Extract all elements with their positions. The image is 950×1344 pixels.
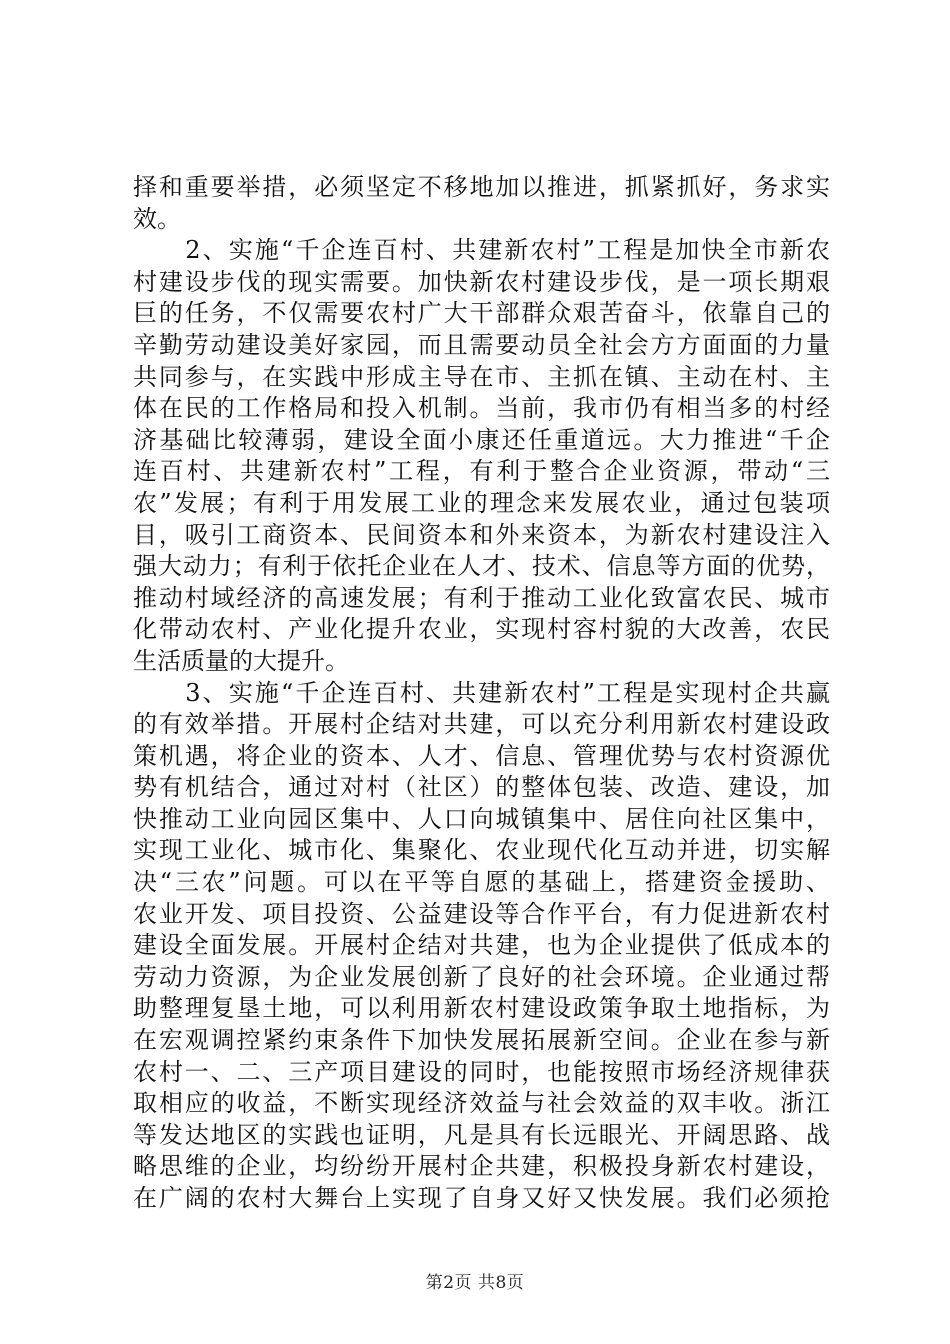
text-line: 共同参与，在实践中形成主导在市、主抓在镇、主动在村、主	[133, 362, 830, 391]
text-line: 策机遇，将企业的资本、人才、信息、管理优势与农村资源优	[133, 741, 830, 770]
text-line: 效。	[133, 204, 181, 233]
text-line: 2、实施“千企连百村、共建新农村”工程是加快全市新农	[133, 236, 830, 265]
text-line: 劳动力资源，为企业发展创新了良好的社会环境。企业通过帮	[133, 962, 830, 991]
text-line: 助整理复垦土地，可以利用新农村建设政策争取土地指标，为	[133, 994, 830, 1023]
text-line: 推动村域经济的高速发展；有利于推动工业化致富农民、城市	[133, 583, 830, 612]
document-body	[133, 172, 830, 1215]
paragraph	[133, 678, 830, 1215]
text-line: 在广阔的农村大舞台上实现了自身又好又快发展。我们必须抢	[133, 1184, 830, 1212]
text-line: 济基础比较薄弱，建设全面小康还任重道远。大力推进“千企	[133, 425, 830, 454]
text-line: 取相应的收益，不断实现经济效益与社会效益的双丰收。浙江	[133, 1089, 830, 1118]
text-line: 农”发展；有利于用发展工业的理念来发展农业，通过包装项	[133, 488, 830, 517]
text-line: 的有效举措。开展村企结对共建，可以充分利用新农村建设政	[133, 710, 830, 739]
text-line: 辛勤劳动建设美好家园，而且需要动员全社会方方面面的力量	[133, 330, 830, 359]
text-line: 在宏观调控紧约束条件下加快发展拓展新空间。企业在参与新	[133, 1026, 830, 1055]
text-line: 农村一、二、三产项目建设的同时，也能按照市场经济规律获	[133, 1057, 830, 1086]
text-line: 择和重要举措，必须坚定不移地加以推进，抓紧抓好，务求实	[133, 173, 830, 201]
text-line: 体在民的工作格局和投入机制。当前，我市仍有相当多的村经	[133, 394, 830, 423]
text-line: 生活质量的大提升。	[133, 646, 349, 675]
page-number-footer: 第2页 共8页	[425, 1273, 525, 1293]
text-line: 3、实施“千企连百村、共建新农村”工程是实现村企共赢	[133, 678, 830, 707]
text-line: 实现工业化、城市化、集聚化、农业现代化互动并进，切实解	[133, 836, 830, 865]
text-line: 强大动力；有利于依托企业在人才、技术、信息等方面的优势，	[133, 552, 830, 581]
text-line: 农业开发、项目投资、公益建设等合作平台，有力促进新农村	[133, 899, 830, 928]
text-line: 巨的任务，不仅需要农村广大干部群众艰苦奋斗，依靠自己的	[133, 299, 830, 328]
text-line: 势有机结合，通过对村（社区）的整体包装、改造、建设，加	[133, 773, 830, 802]
text-line: 村建设步伐的现实需要。加快新农村建设步伐，是一项长期艰	[133, 267, 830, 296]
text-line: 快推动工业向园区集中、人口向城镇集中、居住向社区集中，	[133, 804, 830, 833]
paragraph	[133, 172, 830, 235]
text-line: 决“三农”问题。可以在平等自愿的基础上，搭建资金援助、	[133, 868, 830, 897]
text-line: 等发达地区的实践也证明，凡是具有长远眼光、开阔思路、战	[133, 1120, 830, 1149]
text-line: 连百村、共建新农村”工程，有利于整合企业资源，带动“三	[133, 457, 830, 486]
text-line: 略思维的企业，均纷纷开展村企共建，积极投身新农村建设，	[133, 1152, 830, 1181]
paragraph	[133, 235, 830, 677]
text-line: 目，吸引工商资本、民间资本和外来资本，为新农村建设注入	[133, 520, 830, 549]
text-line: 化带动农村、产业化提升农业，实现村容村貌的大改善，农民	[133, 615, 830, 644]
text-line: 建设全面发展。开展村企结对共建，也为企业提供了低成本的	[133, 931, 830, 960]
